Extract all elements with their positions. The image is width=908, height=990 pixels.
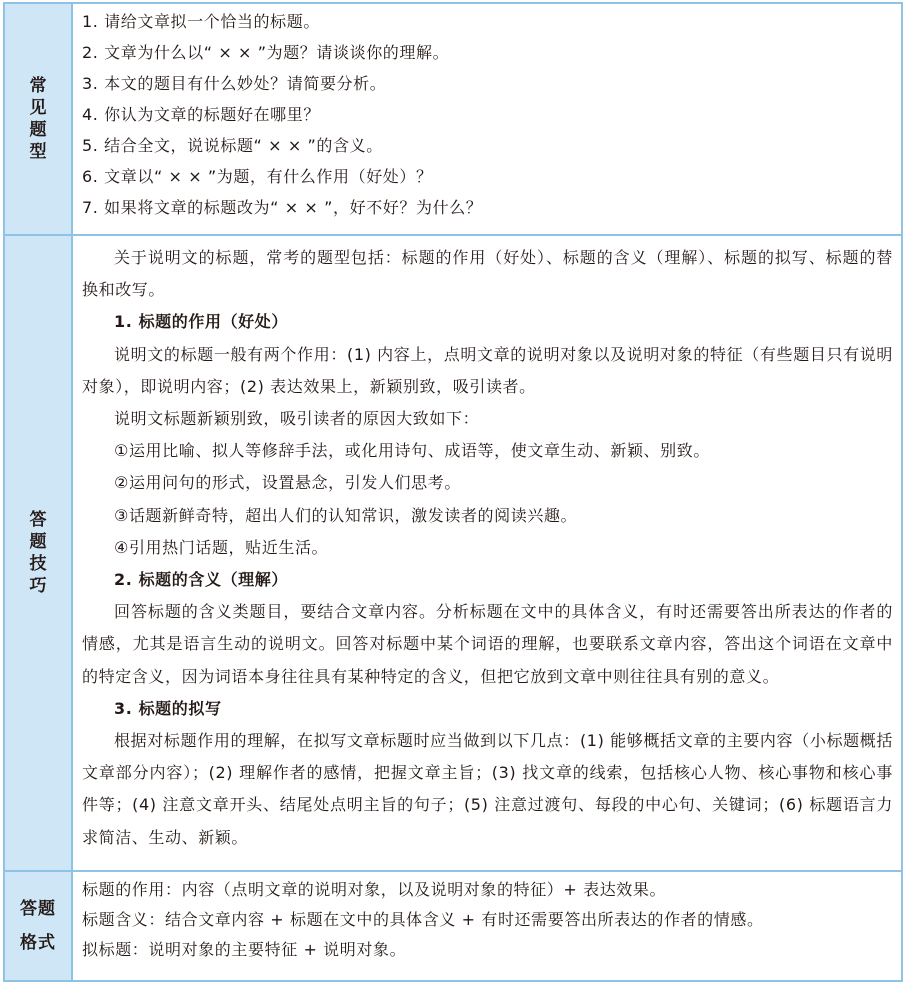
label-common-types: 常见题型 [29, 76, 47, 162]
format-item: 标题含义：结合文章内容 + 标题在文中的具体含义 + 有时还需要答出所表达的作者的情感。 [82, 910, 764, 929]
reason-item: ①运用比喻、拟人等修辞手法，或化用诗句、成语等，使文章生动、新颖、别致。 [114, 441, 710, 461]
row-answer-techniques [4, 235, 902, 871]
format-item: 标题的作用：内容（点明文章的说明对象，以及说明对象的特征）+ 表达效果。 [82, 880, 667, 899]
row-answer-format [4, 871, 902, 981]
label-format-line1: 答题 [20, 899, 56, 919]
label-cell-format [4, 871, 72, 981]
reason-item: ④引用热门话题，贴近生活。 [114, 537, 329, 557]
question-type-item: 4. 你认为文章的标题好在哪里？ [82, 105, 320, 124]
paragraph-title-drafting: 根据对标题作用的理解，在拟写文章标题时应当做到以下几点：(1) 能够概括文章的主要内容（小标题概括文章部分内容）；(2) 理解作者的感情，把握文章主旨；(3) 找文章的线索，包括核心人物、核心事物和核心事件等；(4) 注意文章开头、结尾处点明主旨的句子；(5) 注意过渡句、每段的中心句、关键词；(6) 标题语言力求简洁、生动、新颖。 [82, 731, 893, 847]
label-answer-techniques: 答题技巧 [29, 510, 47, 596]
question-type-item: 3. 本文的题目有什么妙处？请简要分析。 [82, 74, 387, 93]
format-item: 拟标题：说明对象的主要特征 + 说明对象。 [82, 940, 407, 959]
question-type-item: 6. 文章以“ × × ”为题，有什么作用（好处）？ [82, 167, 433, 186]
subheading-title-meaning: 2. 标题的含义（理解） [114, 570, 288, 590]
label-answer-format [20, 892, 56, 960]
question-type-item: 7. 如果将文章的标题改为“ × × ”，好不好？为什么？ [82, 198, 483, 217]
content-cell-format [72, 871, 902, 981]
question-type-list [73, 4, 901, 225]
reference-table [3, 2, 903, 982]
label-format-line2: 格式 [20, 933, 56, 953]
techniques-body [73, 236, 901, 860]
row-common-question-types [4, 3, 902, 235]
paragraph-title-meaning: 回答标题的含义类题目，要结合文章内容。分析标题在文中的具体含义，有时还需要答出所表达的作者的情感，尤其是语言生动的说明文。回答对标题中某个词语的理解，也要联系文章内容，答出这个词语在文章中的特定含义，因为词语本身往往具有某种特定的含义，但把它放到文章中则往往具有别的意义。 [82, 602, 893, 686]
reason-item: ②运用问句的形式，设置悬念，引发人们思考。 [114, 473, 461, 493]
label-cell-techniques [4, 235, 72, 871]
question-type-item: 5. 结合全文，说说标题“ × × ”的含义。 [82, 136, 383, 155]
label-cell-common-types [4, 3, 72, 235]
reason-item: ③话题新鲜奇特，超出人们的认知常识，激发读者的阅读兴趣。 [114, 505, 578, 525]
format-list [73, 872, 901, 968]
question-type-item: 1. 请给文章拟一个恰当的标题。 [82, 12, 320, 31]
content-cell-techniques [72, 235, 902, 871]
paragraph-reasons-intro: 说明文标题新颖别致，吸引读者的原因大致如下： [114, 409, 480, 429]
content-cell-common-types [72, 3, 902, 235]
intro-paragraph: 关于说明文的标题，常考的题型包括：标题的作用（好处）、标题的含义（理解）、标题的拟写、标题的替换和改写。 [82, 248, 893, 300]
subheading-title-drafting: 3. 标题的拟写 [114, 698, 222, 718]
subheading-title-function: 1. 标题的作用（好处） [114, 312, 288, 332]
question-type-item: 2. 文章为什么以“ × × ”为题？请谈谈你的理解。 [82, 43, 450, 62]
paragraph-title-function: 说明文的标题一般有两个作用：(1) 内容上，点明文章的说明对象以及说明对象的特征（有些题目只有说明对象），即说明内容；(2) 表达效果上，新颖别致，吸引读者。 [82, 344, 893, 396]
